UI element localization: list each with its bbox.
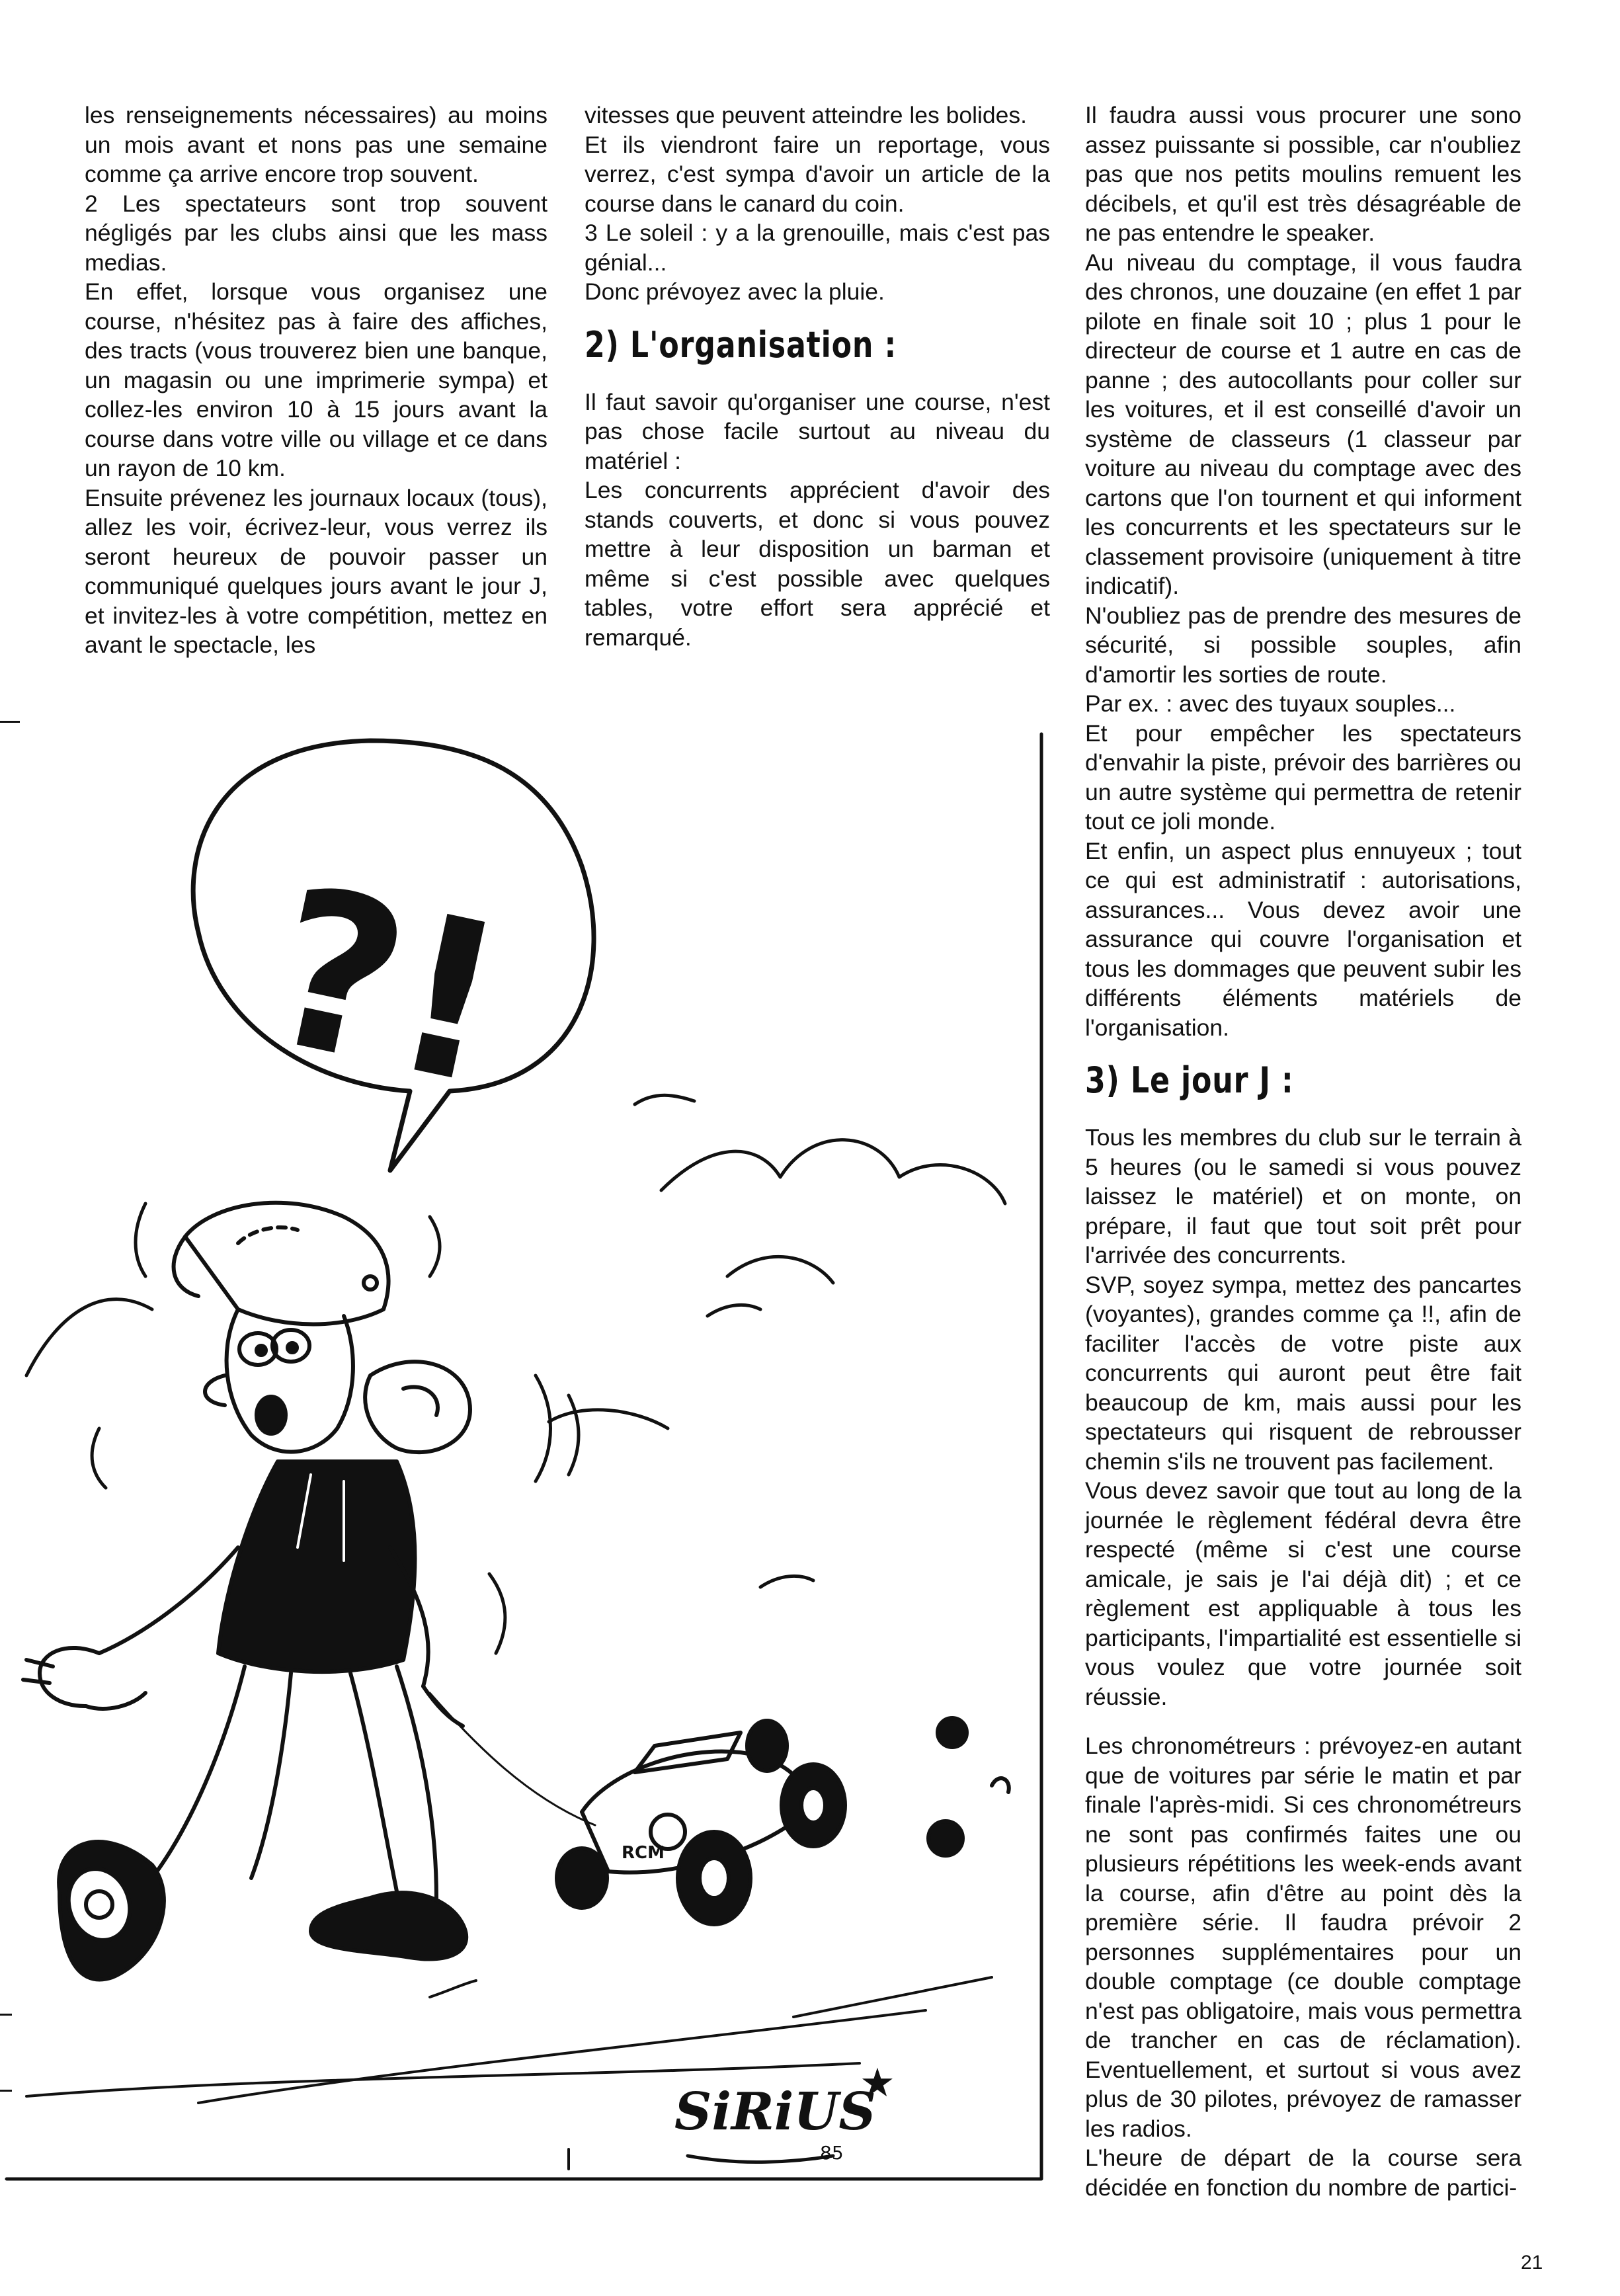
- signature-text: SiRiUS: [674, 2082, 876, 2142]
- section-heading-organisation: 2) L'organisation :: [585, 323, 897, 366]
- paragraph: les renseignements nécessaires) au moins un mois avant et nons pas une semaine comme ça arrive encore trop souvent.: [85, 102, 547, 187]
- paragraph: Et pour empêcher les spectateurs d'envahir la piste, prévoir des barrières ou un autre système qui permettra de retenir tout ce joli monde.: [1085, 719, 1521, 835]
- rc-car: [557, 1721, 845, 1924]
- character: [23, 1203, 595, 1980]
- cartoon-illustration: [0, 714, 1045, 2182]
- paragraph: L'heure de départ de la course sera décidée en fonction du nombre de partici-: [1085, 2145, 1521, 2201]
- text-column-3: [1085, 101, 1521, 2202]
- cloud-lines: [26, 1095, 1005, 1587]
- text-column-2: [585, 101, 1050, 652]
- paragraph: Les concurrents apprécient d'avoir des stands couverts, et donc si vous pouvez mettre à leur disposition un barman et même si c'est possible avec quelques tables, votre effort sera apprécié et remarqué.: [585, 477, 1050, 651]
- paragraph: En effet, lorsque vous organisez une course, n'hésitez pas à faire des affiches, des tracts (vous trouverez bien une banque, un magasin ou une imprimerie sympa) et collez-les environ 10 à 15 jours avant la course dans votre ville ou village et ce dans un rayon de 10 km.: [85, 278, 547, 481]
- paragraph: N'oubliez pas de prendre des mesures de sécurité, si possible souples, afin d'amortir les sorties de route.: [1085, 602, 1521, 688]
- paragraph: 3 Le soleil : y a la grenouille, mais c'est pas génial...: [585, 220, 1050, 276]
- dirt-clods: [928, 1718, 1009, 1856]
- page-number: 21: [1521, 2252, 1543, 2274]
- paragraph: Ensuite prévenez les journaux locaux (tous), allez les voir, écrivez-leur, vous verrez ils seront heureux de pouvoir passer un communiqué quelques jours avant le jour J, et invitez-les à votre compétition, mettez en avant le spectacle, les: [85, 484, 547, 658]
- section-heading-jour-j: 3) Le jour J :: [1085, 1059, 1294, 1101]
- paragraph: Les chronométreurs : prévoyez-en autant que de voitures par série le matin et par finale l'après-midi. Si ces chronométreurs ne sont pas confirmés faites une ou plusieurs répétitions les week-ends avant la course, afin d'être au point dès la première série. Il faudra prévoir 2 personnes supplémentaires pour un double comptage (ce double comptage n'est pas obligatoire, mais vous permettra de trancher en cas de réclamation). Eventuellement, et surtout si vous avez plus de 30 pilotes, prévoyez de ramasser les radios.: [1085, 1733, 1521, 2142]
- paragraph: Il faudra aussi vous procurer une sono assez puissante si possible, car n'oubliez pas que nos petits moulins remuent les décibels, et qu'il est très désagréable de ne pas entendre le speaker.: [1085, 102, 1521, 246]
- paragraph: SVP, soyez sympa, mettez des pancartes (voyantes), grandes comme ça !!, afin de faciliter l'accès de votre piste aux concurrents qui auront peut être fait beaucoup de km, mais aussi pour les spectateurs qui risquent de rebrousser chemin s'ils ne trouvent pas facilement.: [1085, 1271, 1521, 1475]
- text-column-1: [85, 101, 547, 660]
- paragraph: Et enfin, un aspect plus ennuyeux ; tout ce qui est administratif : autorisations, assurances... Vous devez avoir une assurance qui couvre l'organisation et tous les dommages que peuvent subir les différents éléments matériels de l'organisation.: [1085, 837, 1521, 1041]
- paragraph: Au niveau du comptage, il vous faudra des chronos, une douzaine (en effet 1 par pilote en finale soit 10 ; plus 1 pour le directeur de course et 1 autre en cas de panne ; des autocollants pour coller sur les voitures, et il est conseillé d'avoir un système de classeurs (1 classeur par voiture au niveau du comptage avec des cartons que l'on tournent et qui informent les concurrents et les spectateurs sur le classement provisoire (uniquement à titre indicatif).: [1085, 249, 1521, 599]
- paragraph: vitesses que peuvent atteindre les bolides.: [585, 102, 1028, 128]
- paragraph: 2 Les spectateurs sont trop souvent négligés par les clubs ainsi que les mass medias.: [85, 190, 547, 276]
- signature-year: 85: [820, 2142, 844, 2164]
- paragraph: Tous les membres du club sur le terrain à 5 heures (ou le samedi si vous pouvez laissez le matériel) et on monte, on prépare, il faut que tout soit prêt pour l'arrivée des concurrents.: [1085, 1124, 1521, 1268]
- paragraph: Il faut savoir qu'organiser une course, n'est pas chose facile surtout au niveau du matériel :: [585, 388, 1050, 474]
- star-icon: ★: [860, 2060, 895, 2106]
- paragraph: Et ils viendront faire un reportage, vous verrez, c'est sympa d'avoir un article de la course dans le canard du coin.: [585, 131, 1050, 217]
- artist-signature: [674, 2060, 895, 2164]
- panel-frame: [7, 734, 1041, 2179]
- car-label: RCM: [622, 1843, 665, 1863]
- paragraph: Par ex. : avec des tuyaux souples...: [1085, 690, 1456, 717]
- speech-bubble-text: ?!: [249, 839, 524, 1135]
- paragraph: Vous devez savoir que tout au long de la journée le règlement fédéral devra être respecté (même si c'est une course amicale, je sais je l'ai déjà dit) ; et ce règlement est appliquable à tous les participants, l'impartialité est essentielle si vous voulez que votre journée soit réussie.: [1085, 1477, 1521, 1710]
- paragraph: Donc prévoyez avec la pluie.: [585, 278, 885, 305]
- speech-bubble: [193, 741, 594, 1170]
